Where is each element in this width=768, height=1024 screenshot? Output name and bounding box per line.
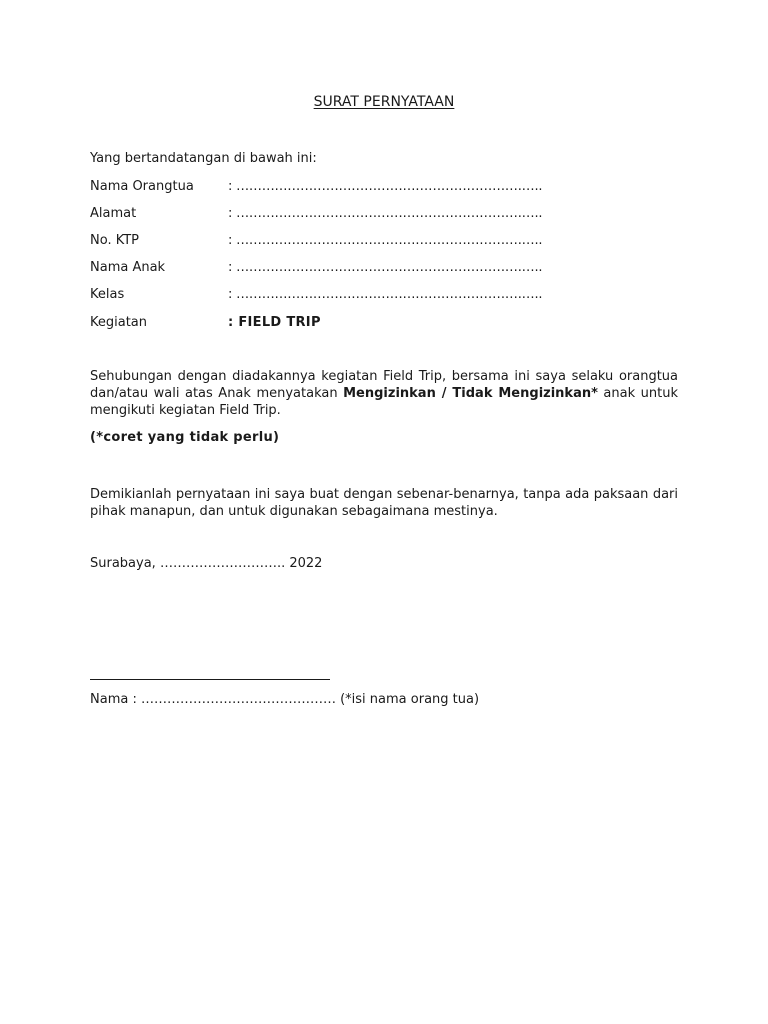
field-row-kelas xyxy=(90,287,690,305)
consent-text-after: anak untuk mengikuti kegiatan Field Trip. xyxy=(90,386,678,418)
field-value: : ………………………………………………………….….. xyxy=(228,233,543,248)
consent-text-before: Sehubungan dengan diadakannya kegiatan Field Trip, bersama ini saya selaku orangtua dan/atau wali atas Anak menyatakan xyxy=(90,369,678,401)
consent-emphasis: Mengizinkan / Tidak Mengizinkan* xyxy=(343,386,598,401)
field-row-kegiatan xyxy=(90,315,690,333)
consent-paragraph xyxy=(90,368,678,419)
field-row-nama-orangtua xyxy=(90,179,690,197)
field-label: Nama Orangtua xyxy=(90,179,194,194)
signature-line xyxy=(90,679,330,680)
field-value: : ………………………………………………………….….. xyxy=(228,260,543,275)
document-title: SURAT PERNYATAAN xyxy=(313,94,455,110)
field-label: Nama Anak xyxy=(90,260,166,275)
field-value: : ………………………………………………………….….. xyxy=(228,206,543,221)
field-label: Alamat xyxy=(90,206,137,221)
signature-name: Nama : ……………………………………… (*isi nama orang tua) xyxy=(90,692,480,707)
field-label: Kelas xyxy=(90,287,125,302)
field-value: : FIELD TRIP xyxy=(228,315,321,330)
place-date: Surabaya, ……………………….. 2022 xyxy=(90,556,323,571)
field-row-nama-anak xyxy=(90,260,690,278)
field-value: : ………………………………………………………….….. xyxy=(228,287,543,302)
closing-paragraph: Demikianlah pernyataan ini saya buat dengan sebenar-benarnya, tanpa ada paksaan dari pihak manapun, dan untuk digunakan sebagaimana mestinya. xyxy=(90,487,678,519)
field-label: No. KTP xyxy=(90,233,140,248)
field-value: : ………………………………………………………….….. xyxy=(228,179,543,194)
field-label: Kegiatan xyxy=(90,315,148,330)
strike-note: (*coret yang tidak perlu) xyxy=(90,430,280,445)
field-row-no-ktp xyxy=(90,233,690,251)
field-row-alamat xyxy=(90,206,690,224)
intro-text: Yang bertandatangan di bawah ini: xyxy=(90,151,317,166)
